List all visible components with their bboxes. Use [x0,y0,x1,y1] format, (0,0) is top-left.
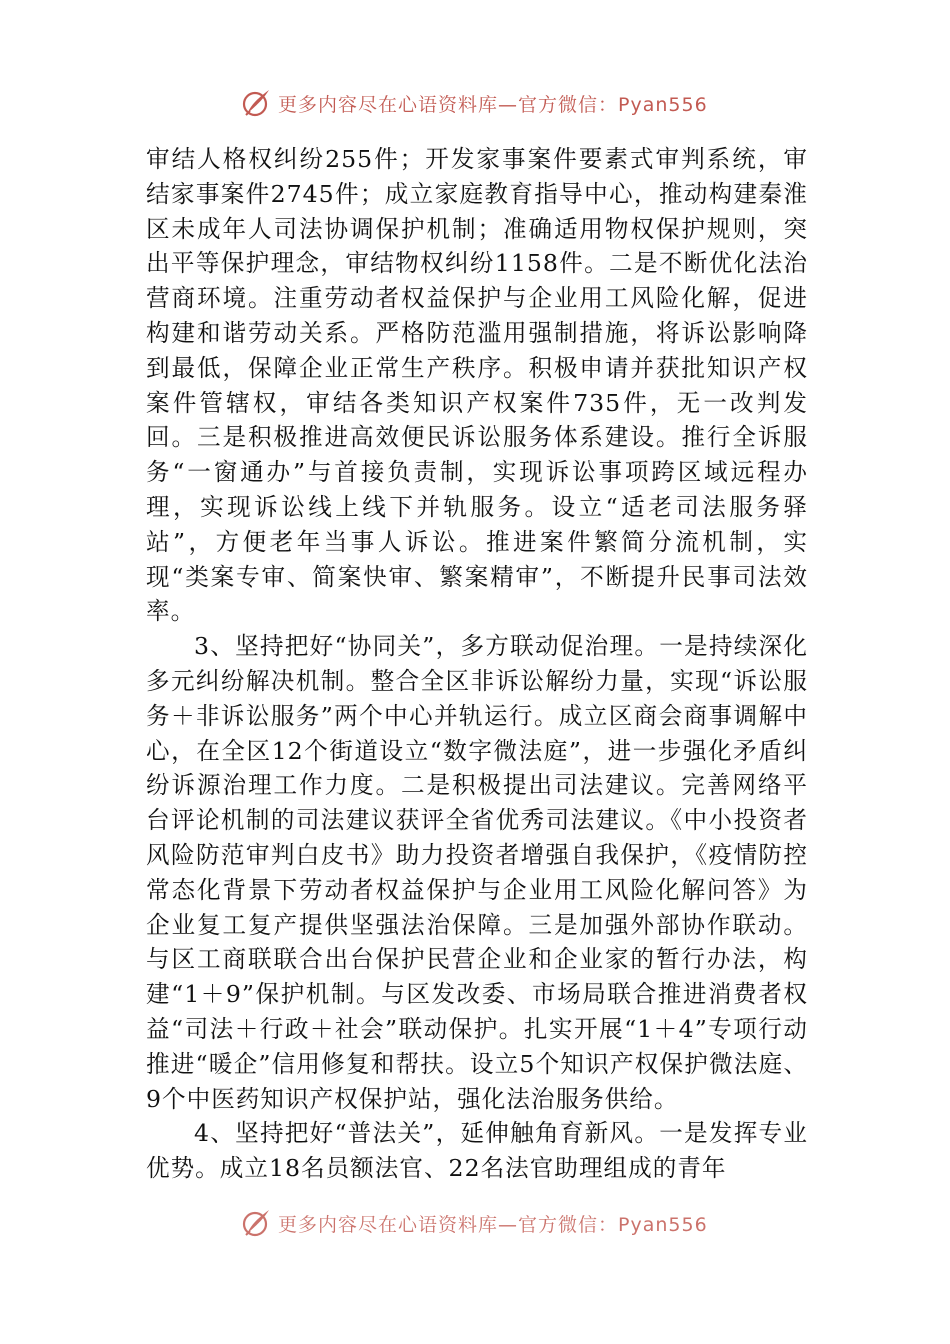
document-body [146,142,808,1186]
quill-logo-icon [238,86,272,120]
quill-logo-icon [238,1206,272,1240]
header-watermark [238,86,708,120]
paragraph-continued: 审结人格权纠纷255件；开发家事案件要素式审判系统，审结家事案件2745件；成立家庭教育指导中心，推动构建秦淮区未成年人司法协调保护机制；准确适用物权保护规则，突出平等保护理念，审结物权纠纷1158件。二是不断优化法治营商环境。注重劳动者权益保护与企业用工风险化解，促进构建和谐劳动关系。严格防范滥用强制措施，将诉讼影响降到最低，保障企业正常生产秩序。积极申请并获批知识产权案件管辖权，审结各类知识产权案件735件，无一改判发回。三是积极推进高效便民诉讼服务体系建设。推行全诉服务“一窗通办”与首接负责制，实现诉讼事项跨区域远程办理，实现诉讼线上线下并轨服务。设立“适老司法服务驿站”，方便老年当事人诉讼。推进案件繁简分流机制，实现“类案专审、简案快审、繁案精审”，不断提升民事司法效率。 [146,145,808,626]
paragraph-section-4: 4、坚持把好“普法关”，延伸触角育新风。一是发挥专业优势。成立18名员额法官、22名法官助理组成的青年 [146,1119,808,1183]
watermark-text: 更多内容尽在心语资料库—官方微信：Pyan556 [278,93,708,116]
paragraph-section-3: 3、坚持把好“协同关”，多方联动促治理。一是持续深化多元纠纷解决机制。整合全区非诉讼解纷力量，实现“诉讼服务＋非诉讼服务”两个中心并轨运行。成立区商会商事调解中心，在全区12个街道设立“数字微法庭”，进一步强化矛盾纠纷诉源治理工作力度。二是积极提出司法建议。完善网络平台评论机制的司法建议获评全省优秀司法建议。《中小投资者风险防范审判白皮书》助力投资者增强自我保护，《疫情防控常态化背景下劳动者权益保护与企业用工风险化解问答》为企业复工复产提供坚强法治保障。三是加强外部协作联动。与区工商联联合出台保护民营企业和企业家的暂行办法，构建“1＋9”保护机制。与区发改委、市场局联合推进消费者权益“司法＋行政＋社会”联动保护。扎实开展“1＋4”专项行动推进“暖企”信用修复和帮扶。设立5个知识产权保护微法庭、9个中医药知识产权保护站，强化法治服务供给。 [146,632,808,1113]
watermark-text: 更多内容尽在心语资料库—官方微信：Pyan556 [278,1213,708,1236]
footer-watermark [238,1206,708,1240]
